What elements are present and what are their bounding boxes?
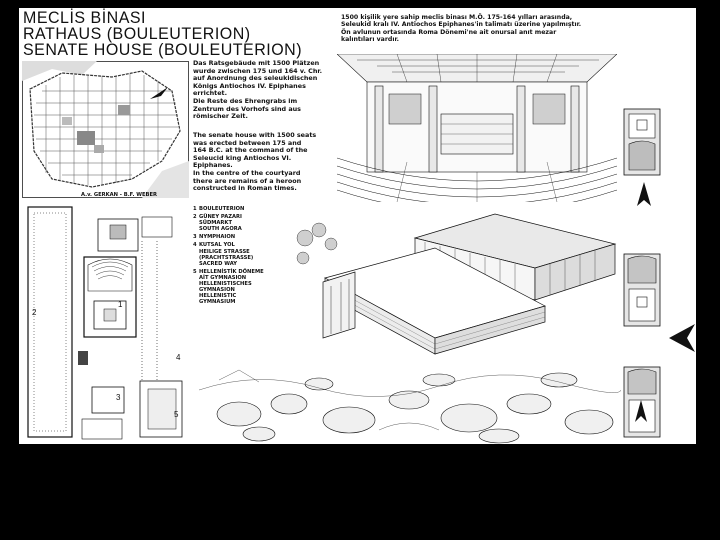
legend-item-label: HELLENİSTİK DÖNEME: [199, 268, 264, 275]
legend-item-label: KUTSAL YOL: [199, 242, 235, 249]
plan-number-4: 4: [176, 353, 181, 362]
exterior-reconstruction: [295, 208, 620, 360]
mini-plan-1: [623, 108, 661, 176]
legend-item: [193, 242, 281, 266]
legend-item-label: BOULEUTERION: [199, 206, 245, 212]
title-english: SENATE HOUSE (BOULEUTERION): [23, 41, 303, 60]
legend-item-sublabel: SOUTH AGORA: [199, 226, 242, 233]
legend-item-label: GÜNEY PAZARI: [199, 214, 242, 221]
english-caption: The senate house with 1500 seats was erected between 175 and 164 B.C. at the command of the Seleucid king Antiochos VI. Epiphanes. In the centre of the courtyard there are remains of a heroon constructed in Roman times.: [193, 131, 317, 193]
legend-item-number: 5: [193, 268, 197, 275]
arrow-left-icon: [669, 324, 695, 352]
title-block: [23, 11, 302, 59]
legend-item-sublabel: GYMNASIUM: [199, 299, 236, 306]
german-caption: Das Ratsgebäude mit 1500 Plätzen wurde zwischen 175 und 164 v. Chr. auf Anordnung des seleukidischen Königs Antiochos IV. Epiphanes errichtet. Die Reste des Ehrengrabs im Zentrum des Vorhofs sind aus römischer Zeit.: [193, 59, 323, 121]
interior-reconstruction: [337, 54, 617, 202]
legend-item: [193, 269, 281, 306]
plan-number-5: 5: [174, 410, 179, 419]
legend-item: [193, 206, 281, 212]
plan-number-3: 3: [116, 393, 121, 402]
legend: [193, 206, 281, 307]
legend-item-sublabel: HELLENISTIC: [199, 293, 237, 300]
legend-item-sublabel: HELLENISTISCHES: [199, 281, 252, 288]
arrow-up-small-icon: [635, 400, 647, 422]
site-plan: [22, 201, 192, 444]
legend-item: [193, 214, 281, 232]
legend-item-number: 2: [193, 214, 197, 221]
legend-item-number: 1: [193, 206, 197, 212]
legend-item-sublabel: (PRACHTSTRASSE): [199, 254, 254, 261]
legend-item-sublabel: GYMNASION: [199, 287, 235, 294]
mini-plan-2: [623, 253, 661, 327]
legend-item-number: 3: [193, 234, 197, 241]
slide: [19, 8, 696, 444]
plan-number-1: 1: [118, 300, 123, 309]
legend-item: [193, 234, 281, 240]
turkish-caption: 1500 kişilik yere sahip meclis binası M.Ö. 175-164 yılları arasında, Seleukid kralı IV. Antiochos Epiphanes'in talimatı üzerine yapılmıştır. Ön avlunun ortasında Roma Dönemi'ne ait onursal anıt mezar kalıntıları vardır.: [341, 14, 582, 44]
arrow-up-icon: [637, 182, 651, 206]
north-arrow-icon: [149, 86, 169, 100]
ruins-drawing: [199, 360, 621, 444]
legend-item-sublabel: SÜDMARKT: [199, 220, 232, 227]
city-map: [22, 61, 189, 198]
legend-item-sublabel: HEILIGE STRASSE: [199, 248, 250, 255]
plan-number-2: 2: [32, 308, 37, 317]
title-german: RATHAUS (BOULEUTERION): [23, 25, 251, 44]
title-turkish: MECLİS BİNASI: [23, 9, 146, 28]
legend-item-label: NYMPHAION: [199, 234, 236, 241]
map-credit: A.v. GERKAN - B.F. WEBER: [81, 192, 157, 198]
legend-item-sublabel: AİT GYMNASION: [199, 274, 247, 281]
legend-item-sublabel: SACRED WAY: [199, 260, 237, 267]
legend-item-number: 4: [193, 242, 197, 249]
